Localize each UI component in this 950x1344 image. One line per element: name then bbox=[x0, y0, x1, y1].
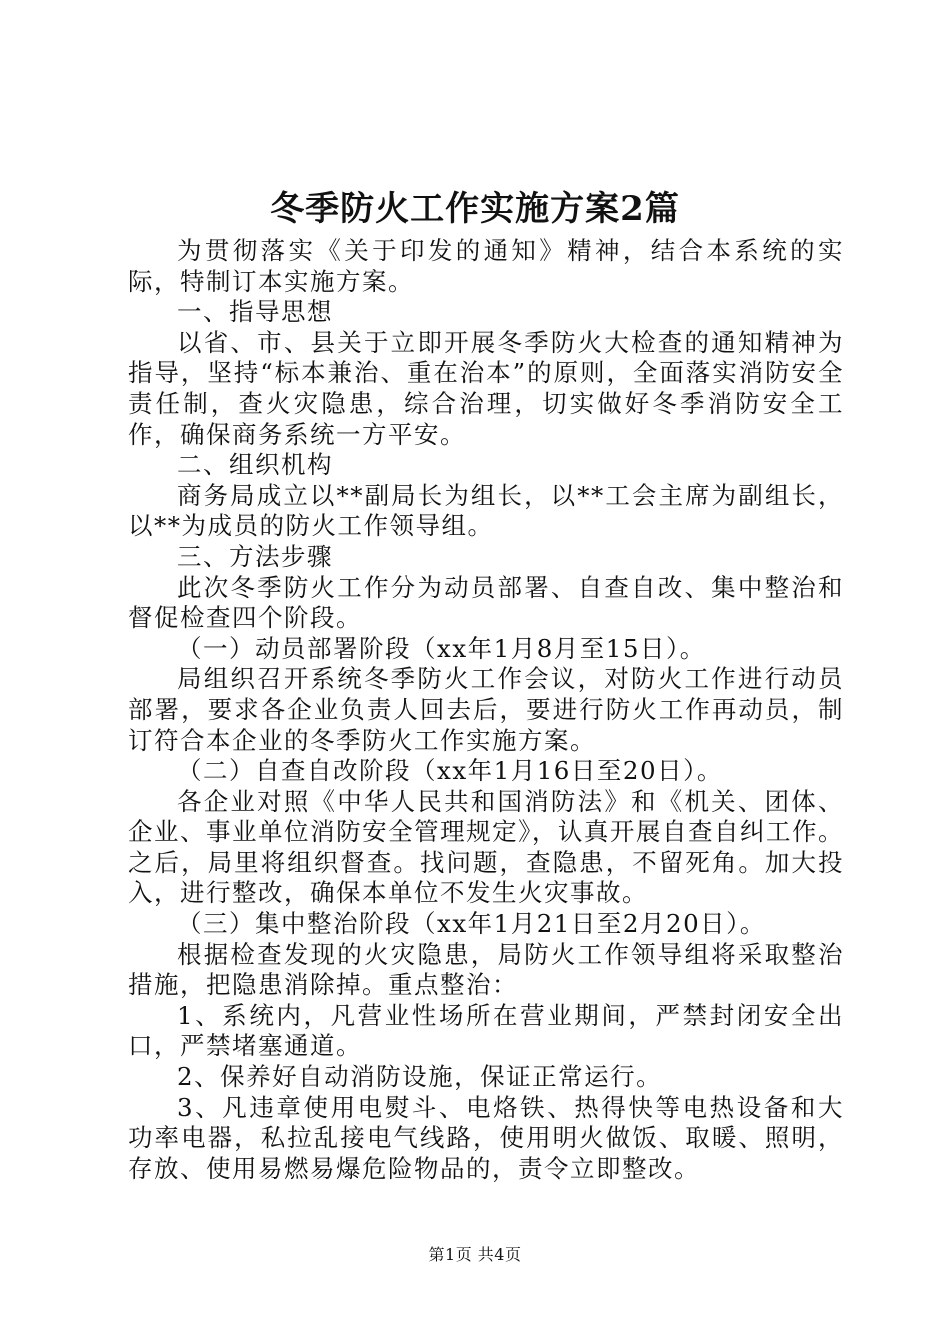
document-title: 冬季防火工作实施方案2篇 bbox=[270, 189, 680, 229]
list-item: 2、保养好自动消防设施，保证正常运行。 bbox=[177, 1062, 663, 1092]
paragraph: 各企业对照《中华人民共和国消防法》和《机关、团体、企业、事业单位消防安全管理规定》，认真开展自查自纠工作。之后，局里将组织督查。找问题，查隐患，不留死角。加大投入，进行整改，确保本单位不发生火灾事故。 bbox=[128, 786, 844, 908]
paragraph: 以省、市、县关于立即开展冬季防火大检查的通知精神为指导，坚持“标本兼治、重在治本”的原则，全面落实消防安全责任制，查火灾隐患，综合治理，切实做好冬季消防安全工作，确保商务系统一方平安。 bbox=[128, 327, 844, 449]
stage-heading: （一）动员部署阶段（xx年1月8月至15日）。 bbox=[177, 633, 706, 663]
paragraph: 商务局成立以**副局长为组长，以**工会主席为副组长，以**为成员的防火工作领导组。 bbox=[128, 480, 844, 541]
section-heading: 三、方法步骤 bbox=[177, 541, 333, 571]
stage-heading: （二）自查自改阶段（xx年1月16日至20日）。 bbox=[177, 756, 723, 786]
list-item: 3、凡违章使用电熨斗、电烙铁、热得快等电热设备和大功率电器，私拉乱接电气线路，使用明火做饭、取暖、照明，存放、使用易燃易爆危险物品的，责令立即整改。 bbox=[128, 1092, 844, 1183]
list-item: 1、系统内，凡营业性场所在营业期间，严禁封闭安全出口，严禁堵塞通道。 bbox=[128, 1000, 844, 1061]
paragraph: 此次冬季防火工作分为动员部署、自查自改、集中整治和督促检查四个阶段。 bbox=[128, 572, 844, 633]
paragraph: 为贯彻落实《关于印发的通知》精神，结合本系统的实际，特制订本实施方案。 bbox=[128, 236, 844, 296]
document-body bbox=[128, 236, 844, 1184]
stage-heading: （三）集中整治阶段（xx年1月21日至2月20日）。 bbox=[177, 909, 766, 939]
section-heading: 一、指导思想 bbox=[177, 297, 333, 327]
section-heading: 二、组织机构 bbox=[177, 450, 333, 480]
page-footer: 第1页 共4页 bbox=[428, 1245, 522, 1264]
paragraph: 局组织召开系统冬季防火工作会议，对防火工作进行动员部署，要求各企业负责人回去后，要进行防火工作再动员，制订符合本企业的冬季防火工作实施方案。 bbox=[128, 664, 844, 755]
paragraph: 根据检查发现的火灾隐患，局防火工作领导组将采取整治措施，把隐患消除掉。重点整治： bbox=[128, 939, 844, 1000]
